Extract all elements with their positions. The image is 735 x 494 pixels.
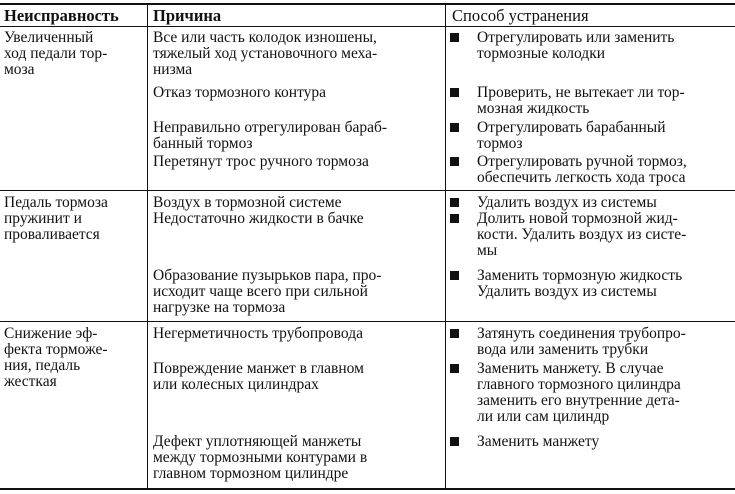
- table-top-rule: [0, 3, 735, 5]
- cause-3-2-line-2: или колесных цилиндрах: [153, 376, 319, 393]
- remedy-2-2-line-1: Долить новой тормозной жид-: [477, 210, 678, 227]
- cause-3-3-line-3: главном тормозном цилиндре: [153, 465, 349, 482]
- cause-1-4-line-1: Перетянут трос ручного тормоза: [153, 153, 369, 170]
- cause-3-3-line-1: Дефект уплотняющей манжеты: [153, 433, 362, 450]
- remedy-2-2-line-2: кости. Удалить воздух из систе-: [477, 226, 687, 243]
- header-rule: [0, 26, 735, 27]
- remedy-3-2-line-1: Заменить манжету. В случае: [477, 360, 664, 377]
- bullet-1-2: [450, 88, 459, 97]
- bullet-2-1: [450, 198, 459, 207]
- remedy-3-2-line-4: ли или сам цилиндр: [477, 408, 610, 425]
- header-remedy: Способ устранения: [452, 6, 589, 25]
- remedy-1-2-line-2: мозная жидкость: [477, 100, 590, 117]
- cause-3-3-line-2: между тормозными контурами в: [153, 449, 368, 466]
- cause-1-2-line-1: Отказ тормозного контура: [153, 84, 327, 101]
- fault-3-line-3: ния, педаль: [4, 357, 81, 374]
- remedy-2-3-line-1: Заменить тормозную жидкость: [477, 267, 683, 284]
- cause-1-1-line-1: Все или часть колодок изношены,: [153, 29, 377, 46]
- bullet-1-4: [450, 157, 459, 166]
- bullet-1-3: [450, 123, 459, 132]
- remedy-2-1-line-1: Удалить воздух из системы: [477, 194, 657, 211]
- remedy-3-3-line-1: Заменить манжету: [477, 433, 600, 450]
- cause-3-1-line-1: Негерметичность трубопровода: [153, 325, 363, 342]
- remedy-1-3-line-2: тормоз: [477, 135, 523, 152]
- fault-3-line-4: жесткая: [4, 373, 57, 390]
- remedy-2-2-line-3: мы: [477, 242, 498, 259]
- remedy-1-4-line-2: обеспечить легкость хода троса: [477, 169, 686, 186]
- remedy-3-1-line-1: Затянуть соединения трубопро-: [477, 325, 686, 342]
- fault-3-line-1: Снижение эф-: [4, 325, 98, 342]
- remedy-3-2-line-3: заменить его внутренние дета-: [477, 392, 680, 409]
- bullet-2-3: [450, 271, 459, 280]
- header-cause: Причина: [153, 6, 222, 25]
- bullet-3-3: [450, 437, 459, 446]
- header-fault: Неисправность: [4, 6, 119, 25]
- cause-2-3-line-1: Образование пузырьков пара, про-: [153, 267, 382, 284]
- cause-1-1-line-2: тяжелый ход установочного меха-: [153, 45, 378, 62]
- cause-3-2-line-1: Повреждение манжет в главном: [153, 360, 364, 377]
- fault-1-line-2: ход педали тор-: [4, 45, 108, 62]
- group-rule-2: [0, 321, 735, 322]
- bullet-3-2: [450, 364, 459, 373]
- bullet-2-2: [450, 214, 459, 223]
- cause-2-1-line-1: Воздух в тормозной системе: [153, 194, 342, 211]
- cause-1-1-line-3: низма: [153, 61, 193, 78]
- cause-2-3-line-3: нагрузке на тормоза: [153, 299, 286, 316]
- fault-2-line-3: проваливается: [4, 226, 100, 243]
- remedy-2-3-line-2: Удалить воздух из системы: [477, 283, 657, 300]
- table-bottom-rule: [0, 488, 735, 490]
- remedy-1-1-line-2: тормозные колодки: [477, 45, 606, 62]
- cause-2-3-line-2: исходит чаще всего при сильной: [153, 283, 368, 300]
- remedy-1-1-line-1: Отрегулировать или заменить: [477, 29, 675, 46]
- column-divider-1: [147, 3, 148, 489]
- cause-1-3-line-1: Неправильно отрегулирован бараб-: [153, 119, 388, 136]
- fault-2-line-1: Педаль тормоза: [4, 194, 108, 211]
- column-divider-2: [445, 3, 446, 489]
- group-rule-1: [0, 190, 735, 191]
- remedy-3-2-line-2: главного тормозного цилиндра: [477, 376, 681, 393]
- fault-2-line-2: пружинит и: [4, 210, 82, 227]
- fault-1-line-3: моза: [4, 61, 35, 78]
- bullet-1-1: [450, 33, 459, 42]
- remedy-1-4-line-1: Отрегулировать ручной тормоз,: [477, 153, 687, 170]
- remedy-3-1-line-2: вода или заменить трубки: [477, 341, 649, 358]
- remedy-1-2-line-1: Проверить, не вытекает ли тор-: [477, 84, 685, 101]
- fault-1-line-1: Увеличенный: [4, 29, 94, 46]
- cause-1-3-line-2: банный тормоз: [153, 135, 253, 152]
- fault-3-line-2: фекта торможе-: [4, 341, 108, 358]
- bullet-3-1: [450, 329, 459, 338]
- remedy-1-3-line-1: Отрегулировать барабанный: [477, 119, 666, 136]
- cause-2-2-line-1: Недостаточно жидкости в бачке: [153, 210, 364, 227]
